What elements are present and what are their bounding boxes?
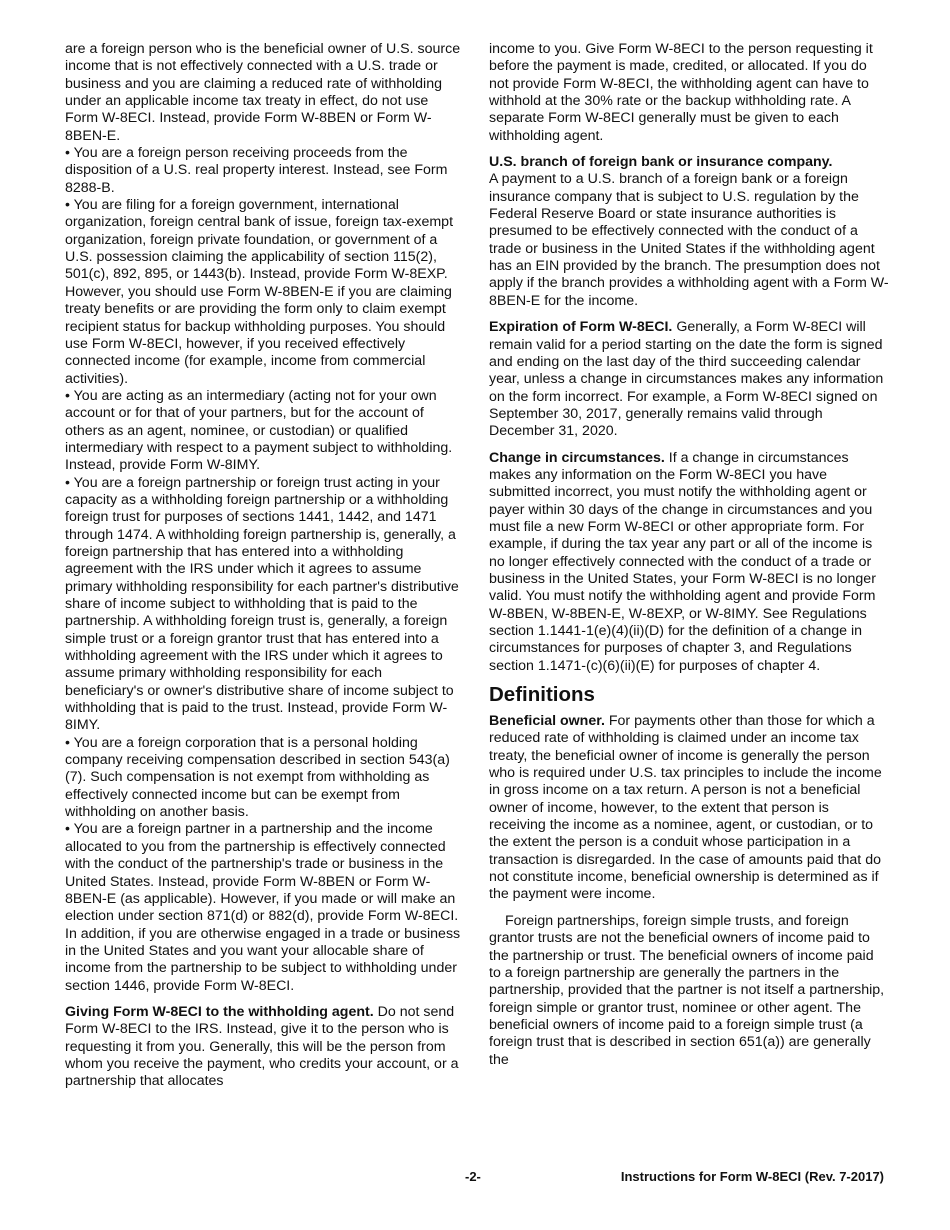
- intro-continued-paragraph: are a foreign person who is the beneficial owner of U.S. source income that is not effectively connected with a U.S. trade or business and you are claiming a reduced rate of withholding under an applicable income tax treaty in effect, do not use Form W-8ECI. Instead, provide Form W-8BEN or Form W-8BEN-E.: [65, 41, 461, 144]
- page-number: -2-: [465, 1169, 481, 1184]
- change-heading: Change in circumstances.: [489, 449, 665, 466]
- giving-form-paragraph: [65, 1004, 463, 1091]
- definitions-title: Definitions: [489, 683, 595, 707]
- bullet-item: • You are a foreign partner in a partnership and the income allocated to you from the partnership is effectively connected with the conduct of the partnership's trade or business in the United States. Instead, provide Form W-8BEN or Form W-8BEN-E (as applicable). However, if you made or will make an election under section 871(d) or 882(d), provide Form W-8ECI. In addition, if you are otherwise engaged in a trade or business in the United States and you want your allocable share of income from the partnership to be subject to withholding under section 1446, provide Form W-8ECI.: [65, 821, 461, 994]
- bullet-item: • You are a foreign partnership or foreign trust acting in your capacity as a withholding foreign partnership or a withholding foreign trust for purposes of sections 1441, 1442, and 1471 through 1474. A withholding foreign partnership is, generally, a foreign partnership that has entered into a withholding agreement with the IRS under which it agrees to assume primary withholding responsibility for each partner's distributive share of income subject to withholding that is paid to the partnership. A withholding foreign trust is, generally, a foreign simple trust or a foreign grantor trust that has entered into a withholding agreement with the IRS under which it agrees to assume primary withholding responsibility for each beneficiary's or owner's distributive share of income subject to withholding that is paid to the trust. Instead, provide Form W-8IMY.: [65, 474, 459, 734]
- right-column: [489, 41, 889, 1069]
- page-footer: [0, 1169, 950, 1189]
- giving-form-text: Do not send Form W-8ECI to the IRS. Instead, give it to the person who is requesting it from you. Generally, this will be the person from whom you receive the payment, who credits your account, or a partnership that allocates: [65, 1003, 459, 1090]
- beneficial-owner-text: For payments other than those for which a reduced rate of withholding is claimed under an income tax treaty, the beneficial owner of income is generally the person who is required under U.S. tax principles to include the income in gross income on a tax return. A person is not a beneficial owner of income, however, to the extent that person is receiving the income as a nominee, agent, or custodian, or to the extent the person is a conduit whose participation in a transaction is disregarded. In the case of amounts paid that do not constitute income, beneficial ownership is determined as if the payment were income.: [489, 713, 882, 903]
- bullet-item: • You are a foreign person receiving proceeds from the disposition of a U.S. real property interest. Instead, see Form 8288-B.: [65, 145, 448, 196]
- expiration-paragraph: [489, 319, 889, 440]
- bullet-item: • You are filing for a foreign government, international organization, foreign central bank of issue, foreign tax-exempt organization, foreign private foundation, or government of a U.S. possession claiming the applicability of section 115(2), 501(c), 892, 895, or 1443(b). Instead, provide Form W-8EXP. However, you should use Form W-8BEN-E if you are claiming treaty benefits or are providing the form only to claim exempt recipient status for backup withholding purposes. You should use Form W-8ECI, however, if you received effectively connected income (for example, income from commercial activities).: [65, 197, 454, 387]
- change-text: If a change in circumstances makes any information on the Form W-8ECI you have submitted incorrect, you must notify the withholding agent or payer within 30 days of the change in circumstances and you must file a new Form W-8ECI or other appropriate form. For example, if during the tax year any part or all of the income is no longer effectively connected with the conduct of a trade or business in the United States, your Form W-8ECI is no longer valid. You must notify the withholding agent and provide Form W-8BEN, W-8BEN-E, W-8EXP, or W-8IMY. See Regulations section 1.1441-1(e)(4)(ii)(D) for the definition of a change in circumstances for purposes of chapter 3, and Regulations section 1.1471-(c)(6)(ii)(E) for purposes of chapter 4.: [489, 449, 876, 674]
- giving-continued-paragraph: income to you. Give Form W-8ECI to the person requesting it before the payment is made, credited, or allocated. If you do not provide Form W-8ECI, the withholding agent can have to withhold at the 30% rate or the backup withholding rate. A separate Form W-8ECI generally must be given to each withholding agent.: [489, 41, 873, 144]
- left-column: [65, 41, 463, 1091]
- branch-paragraph: A payment to a U.S. branch of a foreign bank or a foreign insurance company that is subject to U.S. regulation by the Federal Reserve Board or state insurance authorities is presumed to be effectively connected with the conduct of a trade or business in the United States if the withholding agent has an EIN provided by the branch. The presumption does not apply if the branch provides a withholding agent with a Form W-8BEN-E for the income.: [489, 171, 889, 309]
- bullet-item: • You are a foreign corporation that is a personal holding company receiving compensation described in section 543(a)(7). Such compensation is not exempt from withholding as effectively connected income but can be exempt from withholding on another basis.: [65, 734, 450, 821]
- branch-heading: U.S. branch of foreign bank or insurance company.: [489, 154, 833, 171]
- change-paragraph: [489, 450, 889, 675]
- beneficial-owner-paragraph: [489, 713, 889, 904]
- form-reference: Instructions for Form W-8ECI (Rev. 7-2017): [620, 1169, 884, 1184]
- expiration-heading: Expiration of Form W-8ECI.: [489, 319, 673, 336]
- beneficial-owner-heading: Beneficial owner.: [489, 713, 605, 730]
- giving-form-heading: Giving Form W-8ECI to the withholding agent.: [65, 1003, 374, 1020]
- partnerships-paragraph: Foreign partnerships, foreign simple trusts, and foreign grantor trusts are not the beneficial owners of income paid to the partnership or trust. The beneficial owners of income paid to a foreign partnership are generally the partners in the partnership, provided that the partner is not itself a partnership, foreign simple or grantor trust, nominee or other agent. The beneficial owners of income paid to a foreign simple trust (a foreign trust that is described in section 651(a)) are generally the: [489, 912, 885, 1068]
- bullet-item: • You are acting as an intermediary (acting not for your own account or for that of your partners, but for the account of others as an agent, nominee, or custodian) or qualified intermediary with respect to a payment subject to withholding. Instead, provide Form W-8IMY.: [65, 387, 453, 474]
- expiration-text: Generally, a Form W-8ECI will remain valid for a period starting on the date the form is signed and ending on the last day of the third succeeding calendar year, unless a change in circumstances makes any information on the form incorrect. For example, a Form W-8ECI signed on September 30, 2017, generally remains valid through December 31, 2020.: [489, 319, 884, 440]
